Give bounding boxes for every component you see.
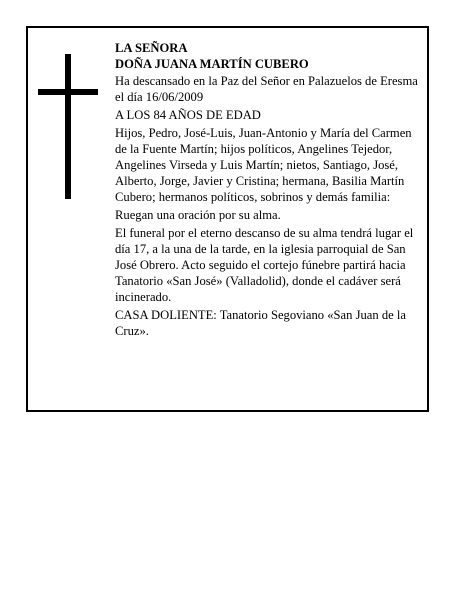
funeral-details: El funeral por el eterno descanso de su alma tendrá lugar el día 17, a la una de la tarde, en la iglesia parroquial de San José Obrero. Acto seguido el cortejo fúnebre partirá hacia Tanatorio «San José» (Valladolid), donde el cadáver será incinerado. (115, 226, 414, 304)
deceased-name: DOÑA JUANA MARTÍN CUBERO (115, 57, 309, 71)
cross-vertical-bar (65, 54, 71, 199)
mourning-house: CASA DOLIENTE: Tanatorio Segoviano «San Juan de la Cruz». (115, 308, 406, 338)
obituary-notice (26, 26, 429, 412)
notice-heading: LA SEÑORA (115, 41, 188, 55)
notice-body (115, 40, 423, 341)
age-line: A LOS 84 AÑOS DE EDAD (115, 108, 261, 122)
latin-cross-icon (38, 54, 98, 199)
rest-statement: Ha descansado en la Paz del Señor en Palazuelos de Eresma el día 16/06/2009 (115, 74, 418, 104)
family-list: Hijos, Pedro, José-Luis, Juan-Antonio y María del Carmen de la Fuente Martín; hijos políticos, Angelines Tejedor, Angelines Virseda y Luis Martín; nietos, Santiago, José, Alberto, Jorge, Javier y Cristina; hermana, Basilia Martín Cubero; hermanos políticos, sobrinos y demás familia: (115, 126, 412, 204)
cross-horizontal-bar (38, 89, 98, 95)
prayer-request: Ruegan una oración por su alma. (115, 208, 281, 222)
